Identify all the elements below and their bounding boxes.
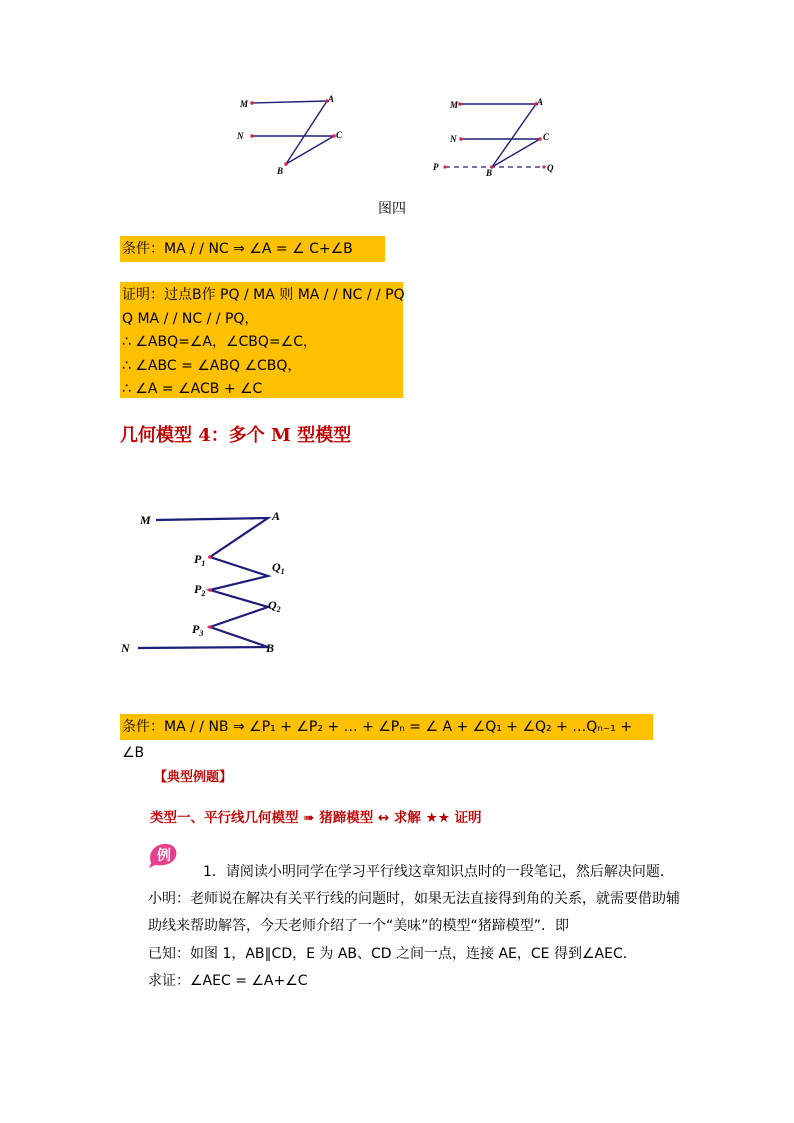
typical-examples-heading: 【典型例题】 [154, 770, 233, 785]
point-N [459, 137, 463, 141]
badge-label: 例 [157, 848, 171, 864]
point-M [458, 102, 462, 106]
proof-line: 证明：过点B作 PQ / MA 则 MA / / NC / / PQ [122, 287, 405, 303]
example-badge [147, 841, 179, 869]
line-MA [252, 101, 327, 103]
label-M: M [240, 99, 249, 109]
line-BC [286, 136, 334, 164]
line-AB [492, 104, 536, 167]
line-BC [492, 139, 540, 167]
label-P2: $P_2$ [194, 582, 206, 598]
problem-line-3: 助线来帮助解答，今天老师介绍了一个“美味”的模型“猪蹄模型”．即 [148, 918, 570, 934]
figure4-left-diagram [230, 90, 360, 180]
point-Q [542, 165, 545, 168]
proof-line: ∴ ∠ABC = ∠ABQ ∠CBQ， [122, 357, 302, 374]
line-AB [286, 101, 327, 164]
problem-line-2: 小明：老师说在解决有关平行线的问题时，如果无法直接得到角的关系，就需要借助辅 [148, 891, 680, 907]
model4-title: 几何模型 4：多个 M 型模型 [120, 425, 352, 446]
point-P1 [208, 555, 212, 559]
label-Q2: $Q_2$ [268, 598, 281, 614]
proof-line: ∴ ∠ABQ=∠A，∠CBQ=∠C， [122, 334, 317, 350]
label-M: M [450, 100, 459, 110]
label-B: B [277, 166, 284, 176]
condition-2: 条件：MA / / NB ⇒ ∠P₁ + ∠P₂ + … + ∠Pₙ = ∠ A + ∠Q₁ + ∠Q₂ + …Qₙ₋₁ + ∠B [120, 714, 653, 740]
proof-line: Q MA / / NC / / PQ， [122, 310, 259, 327]
multi-m-diagram [118, 505, 298, 665]
label-N: N [237, 131, 244, 141]
label-Q: Q [547, 163, 554, 173]
label-C: C [543, 132, 550, 142]
point-M [250, 101, 254, 105]
label-A: A [272, 509, 281, 523]
label-B: B [486, 168, 493, 178]
condition-1: 条件：MA / / NC ⇒ ∠A = ∠ C+∠B [120, 236, 385, 262]
label-P3: $P_3$ [192, 622, 204, 638]
proof-block [120, 282, 403, 398]
point-B [284, 162, 288, 166]
label-P1: $P_1$ [194, 552, 206, 568]
point-P3 [208, 625, 212, 629]
problem-line-1: 1．请阅读小明同学在学习平行线这章知识点时的一段笔记，然后解决问题． [203, 864, 674, 880]
label-P: P [433, 162, 439, 172]
type1-title: 类型一、平行线几何模型 ➠ 猪蹄模型 ↔ 求解 ★★ 证明 [150, 810, 482, 826]
label-N: N [450, 134, 457, 144]
point-P [443, 165, 446, 168]
point-P2 [208, 588, 212, 592]
figure4-right-diagram [428, 92, 568, 182]
label-B: B [266, 641, 275, 655]
label-C: C [336, 130, 343, 140]
label-N: N [121, 641, 130, 655]
problem-line-5: 求证：∠AEC = ∠A+∠C [148, 973, 308, 989]
label-A: A [537, 97, 544, 107]
proof-line: ∴ ∠A = ∠ACB + ∠C [122, 381, 263, 397]
point-C [538, 137, 542, 141]
figure4-caption: 图四 [378, 201, 406, 217]
label-Q1: $Q_1$ [272, 560, 285, 576]
label-M: M [140, 513, 151, 527]
label-A: A [328, 94, 335, 104]
point-N [250, 134, 254, 138]
problem-line-4: 已知：如图 1，AB∥CD，E 为 AB、CD 之间一点，连接 AE，CE 得到∠AEC． [148, 946, 637, 962]
